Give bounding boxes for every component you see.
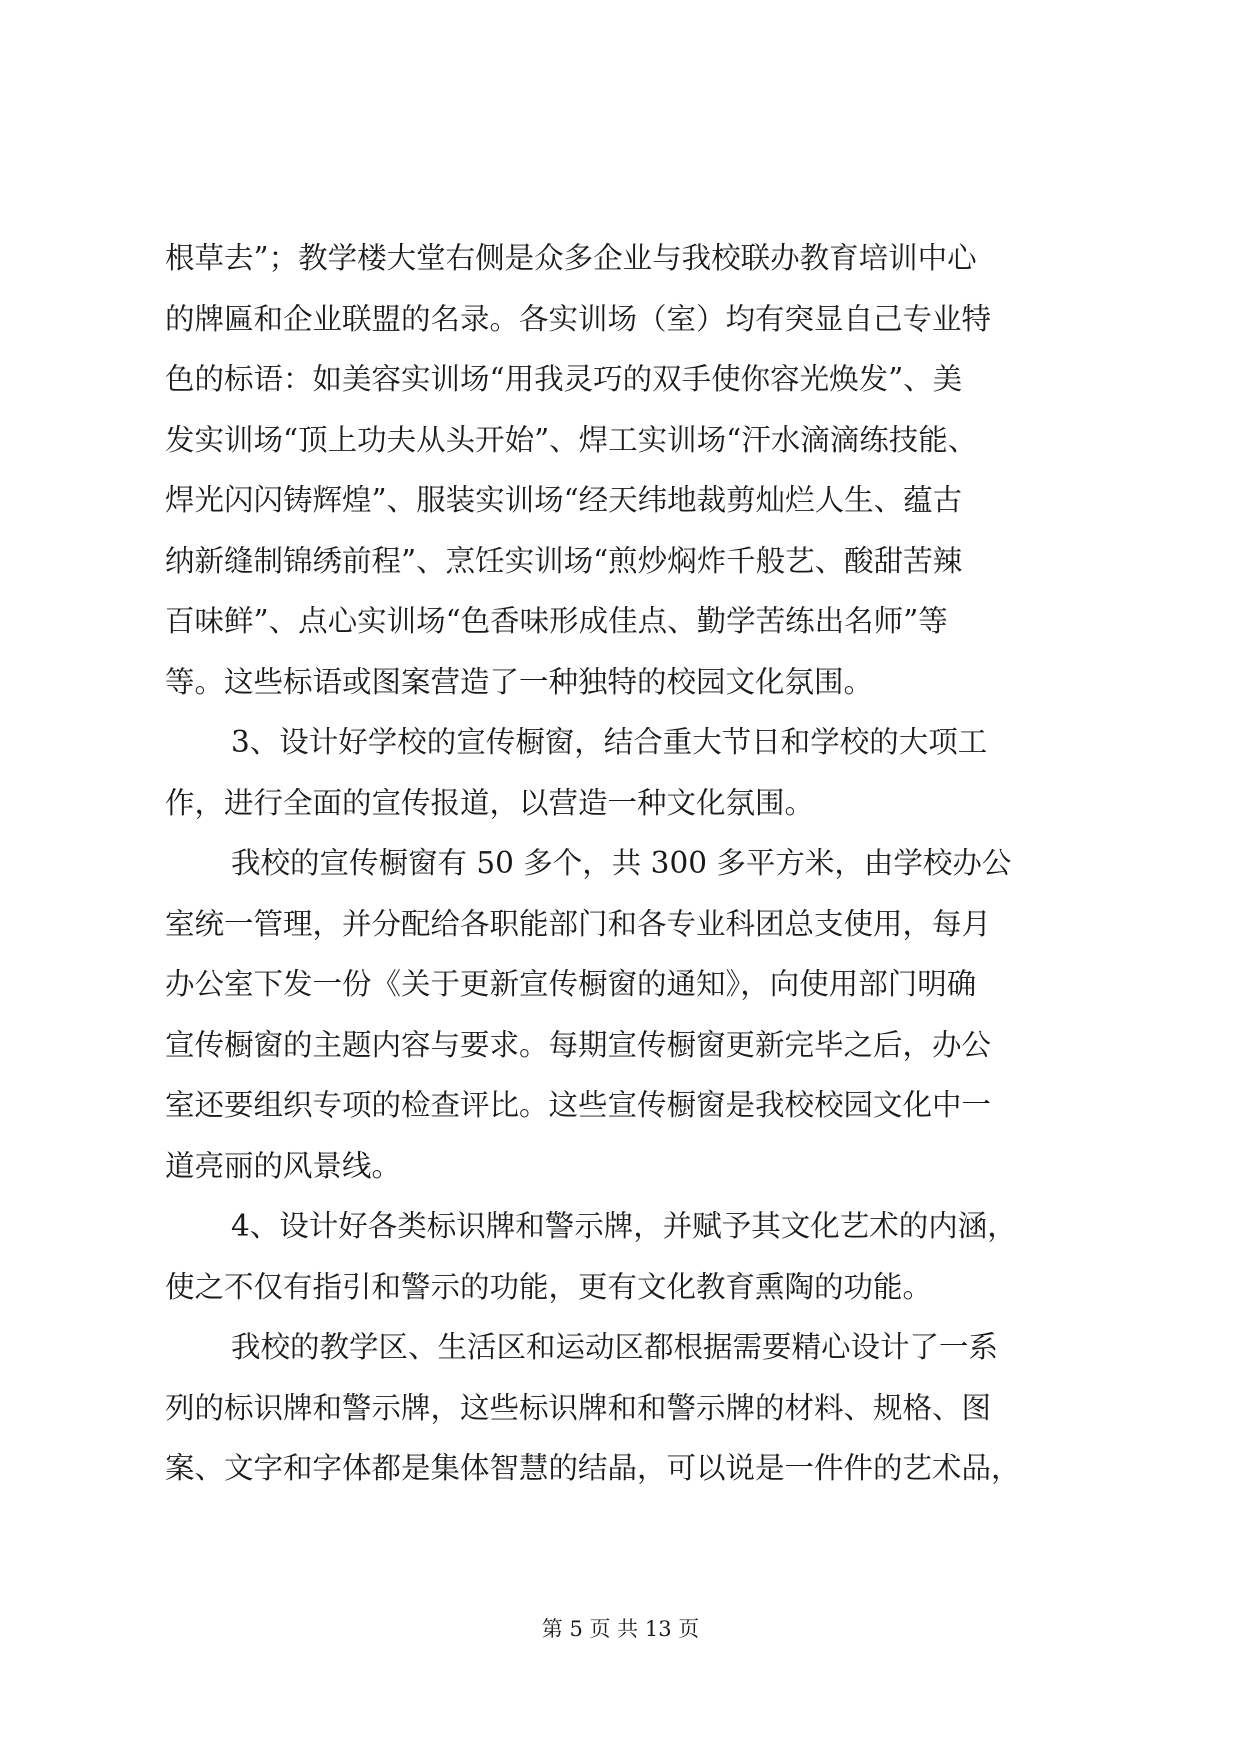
text-line-indented: 4、设计好各类标识牌和警示牌，并赋予其文化艺术的内涵， [231, 1209, 1017, 1243]
text-line: 作，进行全面的宣传报道，以营造一种文化氛围。 [165, 785, 815, 820]
text-line: 室统一管理，并分配给各职能部门和各专业科团总支使用，每月 [165, 906, 992, 941]
document-body [165, 228, 1080, 1499]
text-line: 案、文字和字体都是集体智慧的结晶，可以说是一件件的艺术品， [165, 1451, 1021, 1485]
text-line: 百味鲜”、点心实训场“色香味形成佳点、勤学苦练出名师”等 [165, 604, 948, 638]
text-line: 发实训场“顶上功夫从头开始”、焊工实训场“汗水滴滴练技能、 [165, 422, 978, 457]
page-number-label: 第 5 页 共 13 页 [541, 1617, 700, 1641]
text-line: 列的标识牌和警示牌，这些标识牌和和警示牌的材料、规格、图 [165, 1390, 992, 1425]
text-line: 室还要组织专项的检查评比。这些宣传橱窗是我校校园文化中一 [165, 1088, 992, 1122]
text-line: 色的标语：如美容实训场“用我灵巧的双手使你容光焕发”、美 [165, 362, 963, 396]
text-line: 纳新缝制锦绣前程”、烹饪实训场“煎炒焖炸千般艺、酸甜苦辣 [165, 543, 963, 578]
text-line: 等。这些标语或图案营造了一种独特的校园文化氛围。 [165, 664, 874, 699]
text-line-indented: 3、设计好学校的宣传橱窗，结合重大节日和学校的大项工 [231, 725, 988, 759]
text-line-indented: 我校的宣传橱窗有 50 多个，共 300 多平方米，由学校办公 [231, 846, 1012, 880]
text-line: 的牌匾和企业联盟的名录。各实训场（室）均有突显自己专业特 [165, 301, 992, 336]
page-footer [0, 1614, 1241, 1644]
text-line: 焊光闪闪铸辉煌”、服装实训场“经天纬地裁剪灿烂人生、蕴古 [165, 483, 963, 517]
text-line: 使之不仅有指引和警示的功能，更有文化教育熏陶的功能。 [165, 1269, 933, 1304]
text-line: 道亮丽的风景线。 [165, 1148, 402, 1183]
text-line: 宣传橱窗的主题内容与要求。每期宣传橱窗更新完毕之后，办公 [165, 1027, 992, 1062]
text-line: 办公室下发一份《关于更新宣传橱窗的通知》，向使用部门明确 [165, 967, 977, 1001]
text-line-indented: 我校的教学区、生活区和运动区都根据需要精心设计了一系 [231, 1330, 999, 1364]
text-line: 根草去”；教学楼大堂右侧是众多企业与我校联办教育培训中心 [165, 241, 977, 275]
